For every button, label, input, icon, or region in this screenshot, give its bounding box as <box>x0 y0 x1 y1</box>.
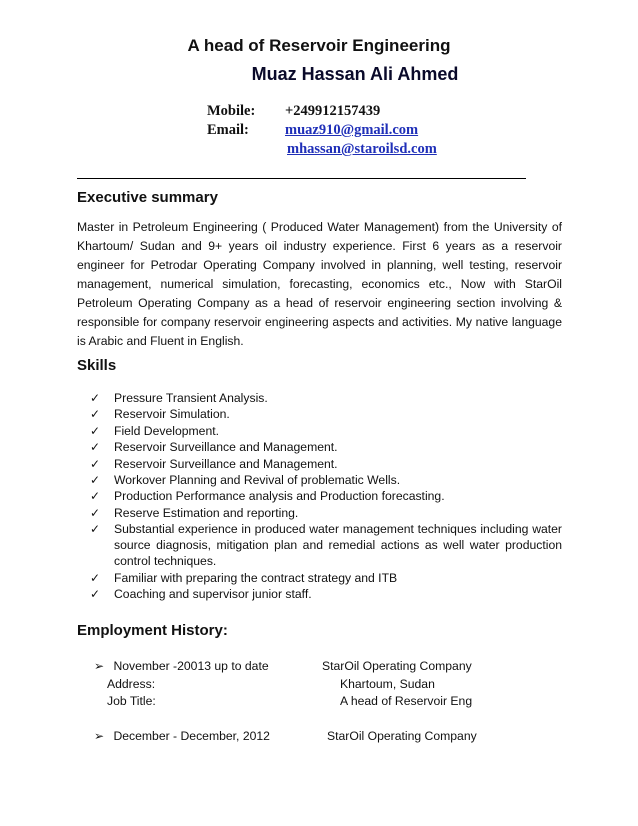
checkmark-icon: ✓ <box>90 391 101 405</box>
list-item <box>90 586 562 602</box>
checkmark-icon: ✓ <box>90 423 101 438</box>
list-item <box>90 390 562 406</box>
checkmark-icon: ✓ <box>90 472 101 487</box>
skill-text: Familiar with preparing the contract strategy and ITB <box>114 570 398 585</box>
arrow-bullet-icon: ➢ <box>94 729 105 743</box>
mobile-label: Mobile: <box>207 103 256 119</box>
skill-text: Reservoir Simulation. <box>114 407 230 422</box>
header-divider <box>77 178 526 179</box>
person-name: Muaz Hassan Ali Ahmed <box>251 64 459 84</box>
email-row-2 <box>0 141 638 161</box>
mobile-row <box>0 103 638 123</box>
employment-heading: Employment History: <box>77 622 228 639</box>
resume-title: A head of Reservoir Engineering <box>187 36 451 55</box>
skill-text: Field Development. <box>114 423 219 438</box>
list-item <box>90 406 562 422</box>
skill-text: Production Performance analysis and Production forecasting. <box>114 489 445 504</box>
list-item <box>90 488 562 504</box>
checkmark-icon: ✓ <box>90 456 101 471</box>
email-link-secondary[interactable]: mhassan@staroilsd.com <box>287 141 437 157</box>
address-label: Address: <box>107 677 156 691</box>
mobile-number: +249912157439 <box>285 103 381 119</box>
checkmark-icon: ✓ <box>90 407 101 422</box>
skill-text: Coaching and supervisor junior staff. <box>114 586 312 601</box>
list-item <box>90 505 562 521</box>
skill-text: Substantial experience in produced water management techniques including water source diagnosis, mitigation plan and remedial actions as well water production control techniques. <box>114 522 562 569</box>
employment-entry-2-period <box>94 729 270 743</box>
skill-text: Reservoir Surveillance and Management. <box>114 440 338 455</box>
checkmark-icon: ✓ <box>90 570 101 585</box>
summary-heading: Executive summary <box>77 189 218 206</box>
period-text: December - December, 2012 <box>113 729 270 743</box>
email-row <box>0 122 638 142</box>
skill-text: Reserve Estimation and reporting. <box>114 505 299 520</box>
arrow-bullet-icon: ➢ <box>94 659 105 673</box>
skills-list <box>90 390 562 602</box>
summary-text: Master in Petroleum Engineering ( Produced Water Management) from the University of Khartoum/ Sudan and 9+ years oil industry experience. First 6 years as a reservoir engineer for Petrodar Operating Company involved in planning, well testing, reservoir management, numerical simulation, forecasting, economics etc., Now with StarOil Petroleum Operating Company as a head of reservoir engineering section involving & responsible for company reservoir engineering aspects and activities. My native language is Arabic and Fluent in English. <box>77 220 562 348</box>
checkmark-icon: ✓ <box>90 440 101 455</box>
skill-text: Reservoir Surveillance and Management. <box>114 456 338 471</box>
list-item <box>90 570 562 586</box>
checkmark-icon: ✓ <box>90 586 101 601</box>
list-item <box>90 423 562 439</box>
skill-text: Workover Planning and Revival of problematic Wells. <box>114 472 401 487</box>
job-title-value: A head of Reservoir Eng <box>340 694 473 708</box>
email-label: Email: <box>207 122 249 138</box>
list-item <box>90 521 562 569</box>
job-title-label: Job Title: <box>107 694 156 708</box>
list-item <box>90 456 562 472</box>
checkmark-icon: ✓ <box>90 505 101 520</box>
company-text: StarOil Operating Company <box>327 729 477 743</box>
skill-text: Pressure Transient Analysis. <box>114 391 268 405</box>
list-item <box>90 439 562 455</box>
list-item <box>90 472 562 488</box>
checkmark-icon: ✓ <box>90 489 101 504</box>
period-text: November -20013 up to date <box>113 659 269 673</box>
address-value: Khartoum, Sudan <box>340 677 435 691</box>
email-link-primary[interactable]: muaz910@gmail.com <box>285 122 419 138</box>
skills-heading: Skills <box>77 357 117 374</box>
checkmark-icon: ✓ <box>90 522 101 537</box>
employment-entry-1-period <box>94 659 269 673</box>
company-text: StarOil Operating Company <box>322 659 472 673</box>
